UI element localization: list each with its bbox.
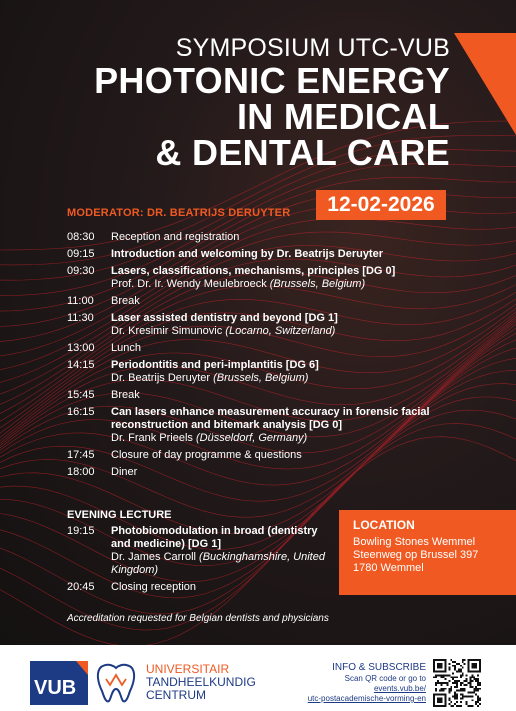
qr-module xyxy=(477,682,479,684)
qr-module xyxy=(454,682,456,684)
qr-module xyxy=(433,676,435,678)
qr-module xyxy=(477,678,479,680)
schedule-row xyxy=(67,342,467,355)
qr-module xyxy=(477,674,479,676)
qr-module xyxy=(475,703,477,705)
programme-schedule xyxy=(67,231,467,483)
location-box xyxy=(339,510,516,595)
qr-module xyxy=(460,684,462,686)
qr-module xyxy=(450,701,452,703)
qr-module xyxy=(458,663,460,665)
schedule-body xyxy=(111,466,467,479)
location-heading: LOCATION xyxy=(353,518,415,532)
speaker-location: (Buckinghamshire, United Kingdom) xyxy=(111,551,325,576)
qr-module xyxy=(454,665,456,667)
info-instruction: Scan QR code or go to xyxy=(344,674,426,683)
qr-module xyxy=(460,694,462,696)
utc-line-2: TANDHEELKUNDIG xyxy=(146,675,256,689)
schedule-row xyxy=(67,449,467,462)
qr-module xyxy=(469,684,471,686)
qr-module xyxy=(469,682,471,684)
session-title: Break xyxy=(111,295,140,307)
footer xyxy=(0,645,516,711)
qr-module xyxy=(448,699,450,701)
qr-module xyxy=(454,686,456,688)
qr-module xyxy=(439,690,441,692)
qr-module xyxy=(454,695,456,697)
session-title: Lunch xyxy=(111,342,141,354)
qr-module xyxy=(437,680,439,682)
qr-module xyxy=(445,678,447,680)
schedule-row xyxy=(67,525,337,577)
schedule-row xyxy=(67,295,467,308)
qr-module xyxy=(441,682,443,684)
qr-module xyxy=(460,682,462,684)
session-speaker xyxy=(111,432,467,445)
qr-module xyxy=(435,690,437,692)
tooth-logo-icon xyxy=(93,661,139,705)
schedule-time: 09:15 xyxy=(67,248,95,260)
schedule-time: 18:00 xyxy=(67,466,95,478)
qr-module xyxy=(464,695,466,697)
qr-module xyxy=(477,688,479,690)
qr-module xyxy=(477,690,479,692)
title-line-3: IN MEDICAL xyxy=(237,96,450,137)
title-line-1: SYMPOSIUM UTC-VUB xyxy=(175,34,450,62)
schedule-body xyxy=(111,342,467,355)
qr-module xyxy=(462,697,464,699)
qr-module xyxy=(456,695,458,697)
qr-module xyxy=(452,676,454,678)
session-title: Periodontitis and peri-implantitis [DG 6] xyxy=(111,359,319,371)
qr-module xyxy=(456,671,458,673)
schedule-body xyxy=(111,389,467,402)
qr-module xyxy=(452,695,454,697)
qr-module xyxy=(464,690,466,692)
qr-module xyxy=(479,699,481,701)
schedule-time: 11:30 xyxy=(67,312,94,324)
qr-module xyxy=(462,690,464,692)
qr-module xyxy=(456,680,458,682)
title-line-4: & DENTAL CARE xyxy=(155,132,450,173)
symposium-title xyxy=(0,34,450,171)
info-subscribe xyxy=(308,663,426,704)
qr-module xyxy=(458,680,460,682)
qr-module xyxy=(454,676,456,678)
session-speaker xyxy=(111,372,467,385)
qr-module xyxy=(452,682,454,684)
title-line-2: PHOTONIC ENERGY xyxy=(94,60,450,101)
qr-module xyxy=(460,705,462,707)
qr-module xyxy=(456,701,458,703)
qr-module xyxy=(454,703,456,705)
session-speaker xyxy=(111,278,467,291)
session-title: Diner xyxy=(111,466,138,478)
qr-module xyxy=(452,672,454,674)
speaker-name: Dr. Kresimir Simunovic xyxy=(111,325,226,337)
qr-module xyxy=(448,667,450,669)
qr-module xyxy=(452,705,454,707)
qr-module xyxy=(468,695,470,697)
qr-module xyxy=(456,663,458,665)
qr-module xyxy=(462,661,464,663)
speaker-location: (Locarno, Switzerland) xyxy=(225,325,336,337)
qr-module xyxy=(437,682,439,684)
utc-logo-text xyxy=(146,663,256,702)
qr-module xyxy=(468,705,470,707)
qr-finder xyxy=(471,663,477,669)
qr-module xyxy=(466,680,468,682)
schedule-time: 16:15 xyxy=(67,406,95,418)
qr-module xyxy=(475,688,477,690)
qr-module xyxy=(471,680,473,682)
qr-module xyxy=(466,674,468,676)
qr-module xyxy=(454,680,456,682)
qr-module xyxy=(452,665,454,667)
qr-module xyxy=(471,699,473,701)
qr-module xyxy=(468,682,470,684)
qr-module xyxy=(462,667,464,669)
qr-module xyxy=(477,680,479,682)
qr-module xyxy=(435,688,437,690)
schedule-body xyxy=(111,581,337,594)
qr-module xyxy=(435,684,437,686)
qr-module xyxy=(439,682,441,684)
speaker-name: Dr. Beatrijs Deruyter xyxy=(111,372,214,384)
qr-module xyxy=(458,705,460,707)
qr-module xyxy=(479,682,481,684)
qr-module xyxy=(454,694,456,696)
schedule-body xyxy=(111,265,467,291)
qr-module xyxy=(448,669,450,671)
schedule-body xyxy=(111,231,467,244)
qr-module xyxy=(468,692,470,694)
qr-module xyxy=(443,682,445,684)
schedule-time: 20:45 xyxy=(67,581,95,593)
qr-module xyxy=(479,688,481,690)
qr-module xyxy=(460,688,462,690)
schedule-time: 17:45 xyxy=(67,449,95,461)
evening-lecture-heading: EVENING LECTURE xyxy=(67,509,172,521)
qr-module xyxy=(469,680,471,682)
qr-module xyxy=(460,676,462,678)
qr-module xyxy=(462,672,464,674)
qr-module xyxy=(435,676,437,678)
qr-module xyxy=(450,676,452,678)
qr-finder xyxy=(437,697,443,703)
qr-module xyxy=(448,697,450,699)
schedule-row xyxy=(67,581,337,594)
qr-module xyxy=(475,680,477,682)
schedule-body xyxy=(111,295,467,308)
qr-module xyxy=(477,697,479,699)
schedule-row xyxy=(67,389,467,402)
qr-module xyxy=(462,695,464,697)
date-badge: 12-02-2026 xyxy=(316,190,446,220)
qr-module xyxy=(452,661,454,663)
speaker-location: (Brussels, Belgium) xyxy=(213,372,309,384)
qr-module xyxy=(462,694,464,696)
qr-module xyxy=(460,665,462,667)
qr-module xyxy=(475,694,477,696)
qr-module xyxy=(450,705,452,707)
qr-module xyxy=(471,695,473,697)
qr-module xyxy=(450,690,452,692)
qr-module xyxy=(462,682,464,684)
schedule-row xyxy=(67,231,467,244)
schedule-row xyxy=(67,248,467,261)
events-link-part-1[interactable]: events.vub.be/ xyxy=(373,684,426,693)
qr-module xyxy=(469,695,471,697)
qr-module xyxy=(471,686,473,688)
schedule-body xyxy=(111,406,467,445)
qr-module xyxy=(477,684,479,686)
qr-module xyxy=(464,680,466,682)
qr-module xyxy=(460,674,462,676)
accreditation-note: Accreditation requested for Belgian dentists and physicians xyxy=(67,613,329,624)
qr-module xyxy=(456,676,458,678)
schedule-body xyxy=(111,312,467,338)
session-title: Reception and registration xyxy=(111,231,240,243)
qr-module xyxy=(469,686,471,688)
qr-module xyxy=(475,690,477,692)
qr-code-icon[interactable] xyxy=(433,659,481,707)
qr-module xyxy=(477,699,479,701)
qr-module xyxy=(462,688,464,690)
session-title: Can lasers enhance measurement accuracy in forensic facial reconstruction and bitemark analysis [DG 0] xyxy=(111,406,430,431)
qr-module xyxy=(454,697,456,699)
qr-module xyxy=(479,684,481,686)
qr-module xyxy=(448,663,450,665)
session-title: Closure of day programme & questions xyxy=(111,449,302,461)
schedule-row xyxy=(67,359,467,385)
qr-module xyxy=(460,697,462,699)
qr-module xyxy=(450,688,452,690)
qr-module xyxy=(448,680,450,682)
qr-module xyxy=(441,688,443,690)
qr-module xyxy=(458,690,460,692)
qr-module xyxy=(450,686,452,688)
qr-module xyxy=(443,688,445,690)
schedule-row xyxy=(67,312,467,338)
qr-module xyxy=(437,674,439,676)
qr-module xyxy=(464,659,466,661)
speaker-name: Dr. James Carroll xyxy=(111,551,200,563)
qr-module xyxy=(446,674,448,676)
location-city: 1780 Wemmel xyxy=(353,562,424,574)
speaker-name: Dr. Frank Prieels xyxy=(111,432,196,444)
qr-module xyxy=(441,684,443,686)
qr-module xyxy=(445,682,447,684)
schedule-body xyxy=(111,525,337,577)
speaker-location: (Brussels, Belgium) xyxy=(269,278,366,290)
qr-module xyxy=(471,692,473,694)
qr-module xyxy=(456,682,458,684)
qr-module xyxy=(460,669,462,671)
location-venue: Bowling Stones Wemmel xyxy=(353,536,476,548)
qr-module xyxy=(446,682,448,684)
qr-module xyxy=(469,676,471,678)
info-title: INFO & SUBSCRIBE xyxy=(332,662,426,673)
qr-module xyxy=(456,705,458,707)
qr-module xyxy=(441,676,443,678)
qr-module xyxy=(439,674,441,676)
schedule-time: 11:00 xyxy=(67,295,94,307)
utc-line-3: CENTRUM xyxy=(146,688,206,702)
schedule-row xyxy=(67,406,467,445)
session-title: Lasers, classifications, mechanisms, principles [DG 0] xyxy=(111,265,396,277)
qr-module xyxy=(466,701,468,703)
location-street: Steenweg op Brussel 397 xyxy=(353,549,479,561)
qr-module xyxy=(475,678,477,680)
qr-module xyxy=(469,705,471,707)
schedule-time: 08:30 xyxy=(67,231,95,243)
qr-module xyxy=(473,678,475,680)
schedule-row xyxy=(67,265,467,291)
vub-logo-text: VUB xyxy=(34,677,77,699)
evening-schedule xyxy=(67,525,337,598)
qr-module xyxy=(454,667,456,669)
qr-module xyxy=(456,686,458,688)
qr-module xyxy=(464,688,466,690)
qr-module xyxy=(456,684,458,686)
qr-module xyxy=(443,674,445,676)
qr-module xyxy=(445,674,447,676)
qr-module xyxy=(473,690,475,692)
qr-module xyxy=(464,663,466,665)
qr-module xyxy=(435,682,437,684)
qr-module xyxy=(454,661,456,663)
schedule-time: 13:00 xyxy=(67,342,95,354)
session-title: Introduction and welcoming by Dr. Beatrijs Deruyter xyxy=(111,248,383,260)
session-title: Laser assisted dentistry and beyond [DG 1] xyxy=(111,312,338,324)
qr-module xyxy=(469,678,471,680)
qr-module xyxy=(466,703,468,705)
schedule-body xyxy=(111,359,467,385)
schedule-time: 14:15 xyxy=(67,359,95,371)
speaker-location: (Düsseldorf, Germany) xyxy=(195,432,308,444)
qr-module xyxy=(469,692,471,694)
qr-module xyxy=(448,690,450,692)
schedule-body xyxy=(111,449,467,462)
events-link-part-2[interactable]: utc-postacademische-vorming-en xyxy=(307,694,426,703)
qr-module xyxy=(456,694,458,696)
qr-module xyxy=(443,676,445,678)
qr-module xyxy=(443,690,445,692)
qr-module xyxy=(471,674,473,676)
qr-module xyxy=(460,671,462,673)
qr-module xyxy=(477,695,479,697)
qr-module xyxy=(475,701,477,703)
qr-module xyxy=(450,659,452,661)
qr-module xyxy=(448,688,450,690)
vub-logo xyxy=(30,661,88,705)
session-title: Photobiomodulation in broad (dentistry and medicine) [DG 1] xyxy=(111,525,318,550)
qr-module xyxy=(460,701,462,703)
qr-module xyxy=(473,688,475,690)
qr-module xyxy=(458,669,460,671)
qr-module xyxy=(441,674,443,676)
qr-module xyxy=(466,678,468,680)
schedule-time: 15:45 xyxy=(67,389,95,401)
qr-module xyxy=(477,705,479,707)
qr-module xyxy=(466,695,468,697)
qr-module xyxy=(448,692,450,694)
qr-module xyxy=(458,671,460,673)
qr-module xyxy=(441,690,443,692)
schedule-body xyxy=(111,248,467,261)
qr-module xyxy=(452,678,454,680)
qr-module xyxy=(473,692,475,694)
speaker-name: Prof. Dr. Ir. Wendy Meulebroeck xyxy=(111,278,270,290)
utc-line-1: UNIVERSITAIR xyxy=(146,662,230,676)
qr-module xyxy=(464,684,466,686)
session-title: Closing reception xyxy=(111,581,196,593)
qr-module xyxy=(475,686,477,688)
moderator-label: MODERATOR: DR. BEATRIJS DERUYTER xyxy=(67,207,291,219)
qr-module xyxy=(462,674,464,676)
qr-module xyxy=(460,690,462,692)
schedule-time: 09:30 xyxy=(67,265,95,277)
qr-module xyxy=(448,674,450,676)
session-title: Break xyxy=(111,389,140,401)
schedule-time: 19:15 xyxy=(67,525,95,537)
qr-module xyxy=(479,697,481,699)
session-speaker xyxy=(111,325,467,338)
qr-module xyxy=(471,676,473,678)
qr-module xyxy=(466,684,468,686)
qr-module xyxy=(456,697,458,699)
qr-module xyxy=(445,688,447,690)
qr-module xyxy=(435,674,437,676)
qr-module xyxy=(462,659,464,661)
qr-module xyxy=(477,701,479,703)
qr-module xyxy=(446,684,448,686)
qr-module xyxy=(471,705,473,707)
qr-module xyxy=(456,690,458,692)
qr-module xyxy=(479,703,481,705)
qr-module xyxy=(473,676,475,678)
qr-module xyxy=(448,703,450,705)
qr-module xyxy=(454,692,456,694)
session-speaker xyxy=(111,551,337,577)
schedule-row xyxy=(67,466,467,479)
qr-finder xyxy=(437,663,443,669)
qr-module xyxy=(454,669,456,671)
